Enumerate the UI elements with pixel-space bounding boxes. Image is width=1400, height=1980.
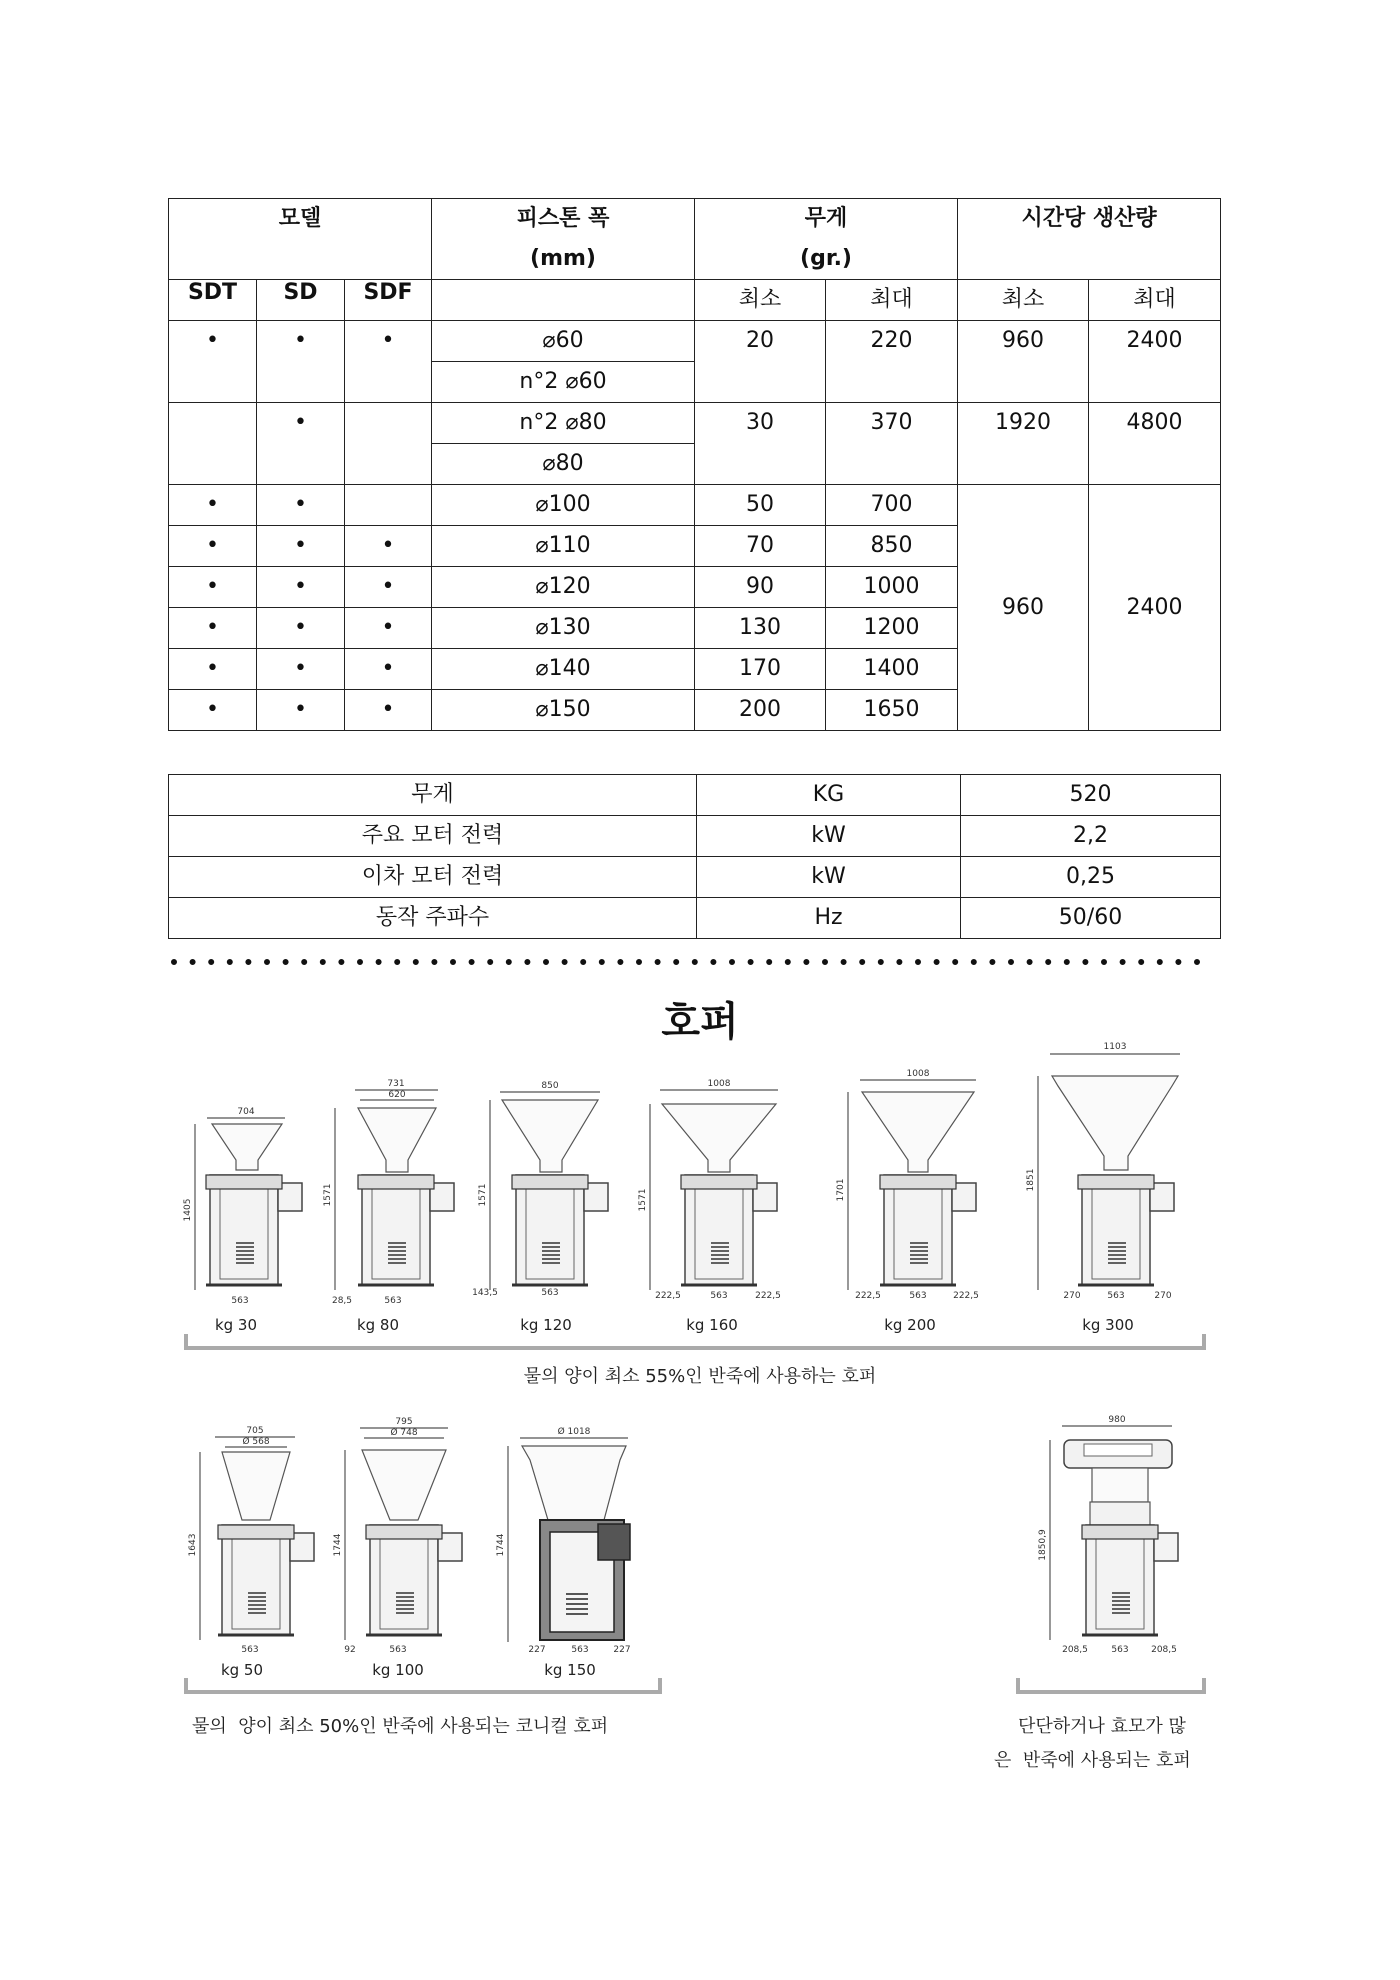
cell-sdt: • [169, 321, 257, 403]
header-weight-max: 최대 [826, 280, 958, 321]
caption-row3-line2: 은 반죽에 사용되는 호퍼 [994, 1750, 1191, 1771]
prop-value: 2,2 [961, 816, 1221, 857]
header-output-max: 최대 [1089, 280, 1221, 321]
header-output: 시간당 생산량 [958, 199, 1221, 280]
header-weight: 무게 (gr.) [695, 199, 958, 280]
label-kg300: kg 300 [1082, 1316, 1134, 1334]
prop-name: 동작 주파수 [169, 898, 697, 939]
label-kg200: kg 200 [884, 1316, 936, 1334]
cell-sdf: • [345, 526, 432, 567]
svg-text:1744: 1744 [496, 1533, 506, 1557]
cell-output-max: 2400 [1089, 321, 1221, 403]
cell-piston: ⌀100 [432, 485, 695, 526]
hopper-kg150 [496, 1426, 631, 1655]
caption-row1: 물의 양이 최소 55%인 반죽에 사용하는 호퍼 [523, 1366, 877, 1387]
svg-text:563: 563 [1111, 1645, 1129, 1655]
svg-text:1850,9: 1850,9 [1038, 1529, 1048, 1561]
svg-text:222,5: 222,5 [855, 1291, 881, 1301]
hopper-kg200 [836, 1069, 979, 1301]
svg-text:1744: 1744 [333, 1533, 343, 1557]
hopper-kg30 [183, 1107, 302, 1306]
hopper-firm-dough [1038, 1415, 1178, 1655]
prop-name: 이차 모터 전력 [169, 857, 697, 898]
prop-value: 50/60 [961, 898, 1221, 939]
hopper-title: 호퍼 [661, 999, 739, 1045]
header-sdt: SDT [169, 280, 257, 321]
cell-weight-max: 370 [826, 403, 958, 485]
cell-weight-max: 700 [826, 485, 958, 526]
svg-text:1405: 1405 [183, 1198, 193, 1222]
label-kg150: kg 150 [544, 1661, 596, 1679]
cell-sd: • [257, 690, 345, 731]
cell-sdf: • [345, 321, 432, 403]
svg-text:222,5: 222,5 [655, 1291, 681, 1301]
svg-text:270: 270 [1063, 1291, 1081, 1301]
hopper-kg50 [188, 1426, 314, 1655]
svg-text:1643: 1643 [188, 1533, 198, 1557]
svg-text:731: 731 [387, 1079, 405, 1089]
cell-weight-max: 1650 [826, 690, 958, 731]
cell-sdf: • [345, 608, 432, 649]
cell-weight-max: 850 [826, 526, 958, 567]
header-sdf: SDF [345, 280, 432, 321]
cell-weight-min: 200 [695, 690, 826, 731]
prop-value: 0,25 [961, 857, 1221, 898]
header-output-min: 최소 [958, 280, 1089, 321]
row1-bracket [186, 1334, 1204, 1348]
label-kg30: kg 30 [214, 1316, 258, 1334]
svg-text:1008: 1008 [707, 1079, 731, 1089]
cell-weight-max: 220 [826, 321, 958, 403]
cell-weight-max: 1200 [826, 608, 958, 649]
hopper-kg80 [323, 1079, 454, 1306]
svg-text:1571: 1571 [323, 1183, 333, 1207]
svg-text:208,5: 208,5 [1062, 1645, 1088, 1655]
cell-piston: ⌀80 [432, 444, 695, 485]
svg-text:Ø 568: Ø 568 [242, 1437, 270, 1447]
cell-weight-min: 130 [695, 608, 826, 649]
prop-unit: Hz [697, 898, 961, 939]
cell-output-max: 2400 [1089, 485, 1221, 731]
svg-text:227: 227 [528, 1645, 546, 1655]
svg-text:Ø 748: Ø 748 [390, 1428, 418, 1438]
svg-text:1103: 1103 [1103, 1042, 1127, 1052]
cell-output-min: 1920 [958, 403, 1089, 485]
svg-text:92: 92 [344, 1645, 356, 1655]
row3-bracket [1018, 1678, 1204, 1692]
cell-weight-min: 50 [695, 485, 826, 526]
cell-weight-min: 20 [695, 321, 826, 403]
cell-sdt: • [169, 649, 257, 690]
svg-text:1008: 1008 [906, 1069, 930, 1079]
svg-text:563: 563 [389, 1645, 407, 1655]
svg-text:270: 270 [1154, 1291, 1172, 1301]
label-kg120: kg 120 [520, 1316, 572, 1334]
svg-text:208,5: 208,5 [1151, 1645, 1177, 1655]
cell-sd: • [257, 608, 345, 649]
svg-text:1701: 1701 [836, 1178, 846, 1202]
svg-text:705: 705 [246, 1426, 264, 1436]
svg-text:980: 980 [1108, 1415, 1126, 1425]
cell-output-min: 960 [958, 485, 1089, 731]
cell-sdt: • [169, 690, 257, 731]
cell-piston: ⌀60 [432, 321, 695, 362]
svg-text:620: 620 [388, 1090, 406, 1100]
hopper-kg120 [472, 1081, 608, 1298]
svg-text:Ø 1018: Ø 1018 [557, 1427, 591, 1437]
cell-output-max: 4800 [1089, 403, 1221, 485]
svg-text:704: 704 [237, 1107, 255, 1117]
prop-name: 주요 모터 전력 [169, 816, 697, 857]
svg-text:563: 563 [909, 1291, 927, 1301]
cell-weight-min: 170 [695, 649, 826, 690]
cell-sdf: • [345, 649, 432, 690]
cell-sdt: • [169, 526, 257, 567]
svg-text:563: 563 [571, 1645, 589, 1655]
cell-sdf: • [345, 567, 432, 608]
cell-piston: ⌀150 [432, 690, 695, 731]
header-sd: SD [257, 280, 345, 321]
svg-text:143,5: 143,5 [472, 1288, 498, 1298]
caption-row3-line1: 단단하거나 효모가 많 [1018, 1716, 1186, 1737]
cell-piston: n°2 ⌀80 [432, 403, 695, 444]
cell-sdt: • [169, 485, 257, 526]
svg-text:222,5: 222,5 [755, 1291, 781, 1301]
svg-text:1571: 1571 [478, 1183, 488, 1207]
cell-output-min: 960 [958, 321, 1089, 403]
cell-sd: • [257, 649, 345, 690]
prop-unit: kW [697, 857, 961, 898]
hopper-kg160 [638, 1079, 781, 1301]
cell-weight-max: 1400 [826, 649, 958, 690]
header-model: 모델 [169, 199, 432, 280]
cell-sd: • [257, 567, 345, 608]
cell-sdt: • [169, 567, 257, 608]
svg-text:28,5: 28,5 [331, 1296, 353, 1306]
cell-sd: • [257, 403, 345, 485]
cell-piston: ⌀120 [432, 567, 695, 608]
header-piston: 피스톤 폭 (mm) [432, 199, 695, 280]
label-kg160: kg 160 [686, 1316, 738, 1334]
svg-text:563: 563 [541, 1288, 559, 1298]
hopper-kg100 [333, 1417, 462, 1655]
cell-weight-max: 1000 [826, 567, 958, 608]
svg-text:563: 563 [710, 1291, 728, 1301]
cell-sd: • [257, 526, 345, 567]
hopper-kg300 [1026, 1042, 1180, 1301]
prop-value: 520 [961, 775, 1221, 816]
row2-bracket [186, 1678, 660, 1692]
cell-piston: ⌀140 [432, 649, 695, 690]
label-kg80: kg 80 [356, 1316, 400, 1334]
svg-text:850: 850 [541, 1081, 559, 1091]
cell-sdt: • [169, 608, 257, 649]
svg-text:222,5: 222,5 [953, 1291, 979, 1301]
svg-text:563: 563 [1107, 1291, 1125, 1301]
header-weight-min: 최소 [695, 280, 826, 321]
cell-sd: • [257, 321, 345, 403]
prop-unit: kW [697, 816, 961, 857]
svg-text:1571: 1571 [638, 1188, 648, 1212]
cell-sd: • [257, 485, 345, 526]
label-kg50: kg 50 [220, 1661, 264, 1679]
svg-text:563: 563 [231, 1296, 249, 1306]
prop-name: 무게 [169, 775, 697, 816]
cell-piston: n°2 ⌀60 [432, 362, 695, 403]
cell-piston: ⌀110 [432, 526, 695, 567]
svg-text:563: 563 [384, 1296, 402, 1306]
prop-unit: KG [697, 775, 961, 816]
cell-sdf: • [345, 690, 432, 731]
cell-weight-min: 70 [695, 526, 826, 567]
cell-weight-min: 90 [695, 567, 826, 608]
cell-piston: ⌀130 [432, 608, 695, 649]
svg-text:563: 563 [241, 1645, 259, 1655]
cell-weight-min: 30 [695, 403, 826, 485]
label-kg100: kg 100 [372, 1661, 424, 1679]
svg-text:1851: 1851 [1026, 1168, 1036, 1192]
caption-row2: 물의 양이 최소 50%인 반죽에 사용되는 코니컬 호퍼 [192, 1716, 609, 1737]
svg-text:227: 227 [613, 1645, 631, 1655]
svg-text:795: 795 [395, 1417, 413, 1427]
